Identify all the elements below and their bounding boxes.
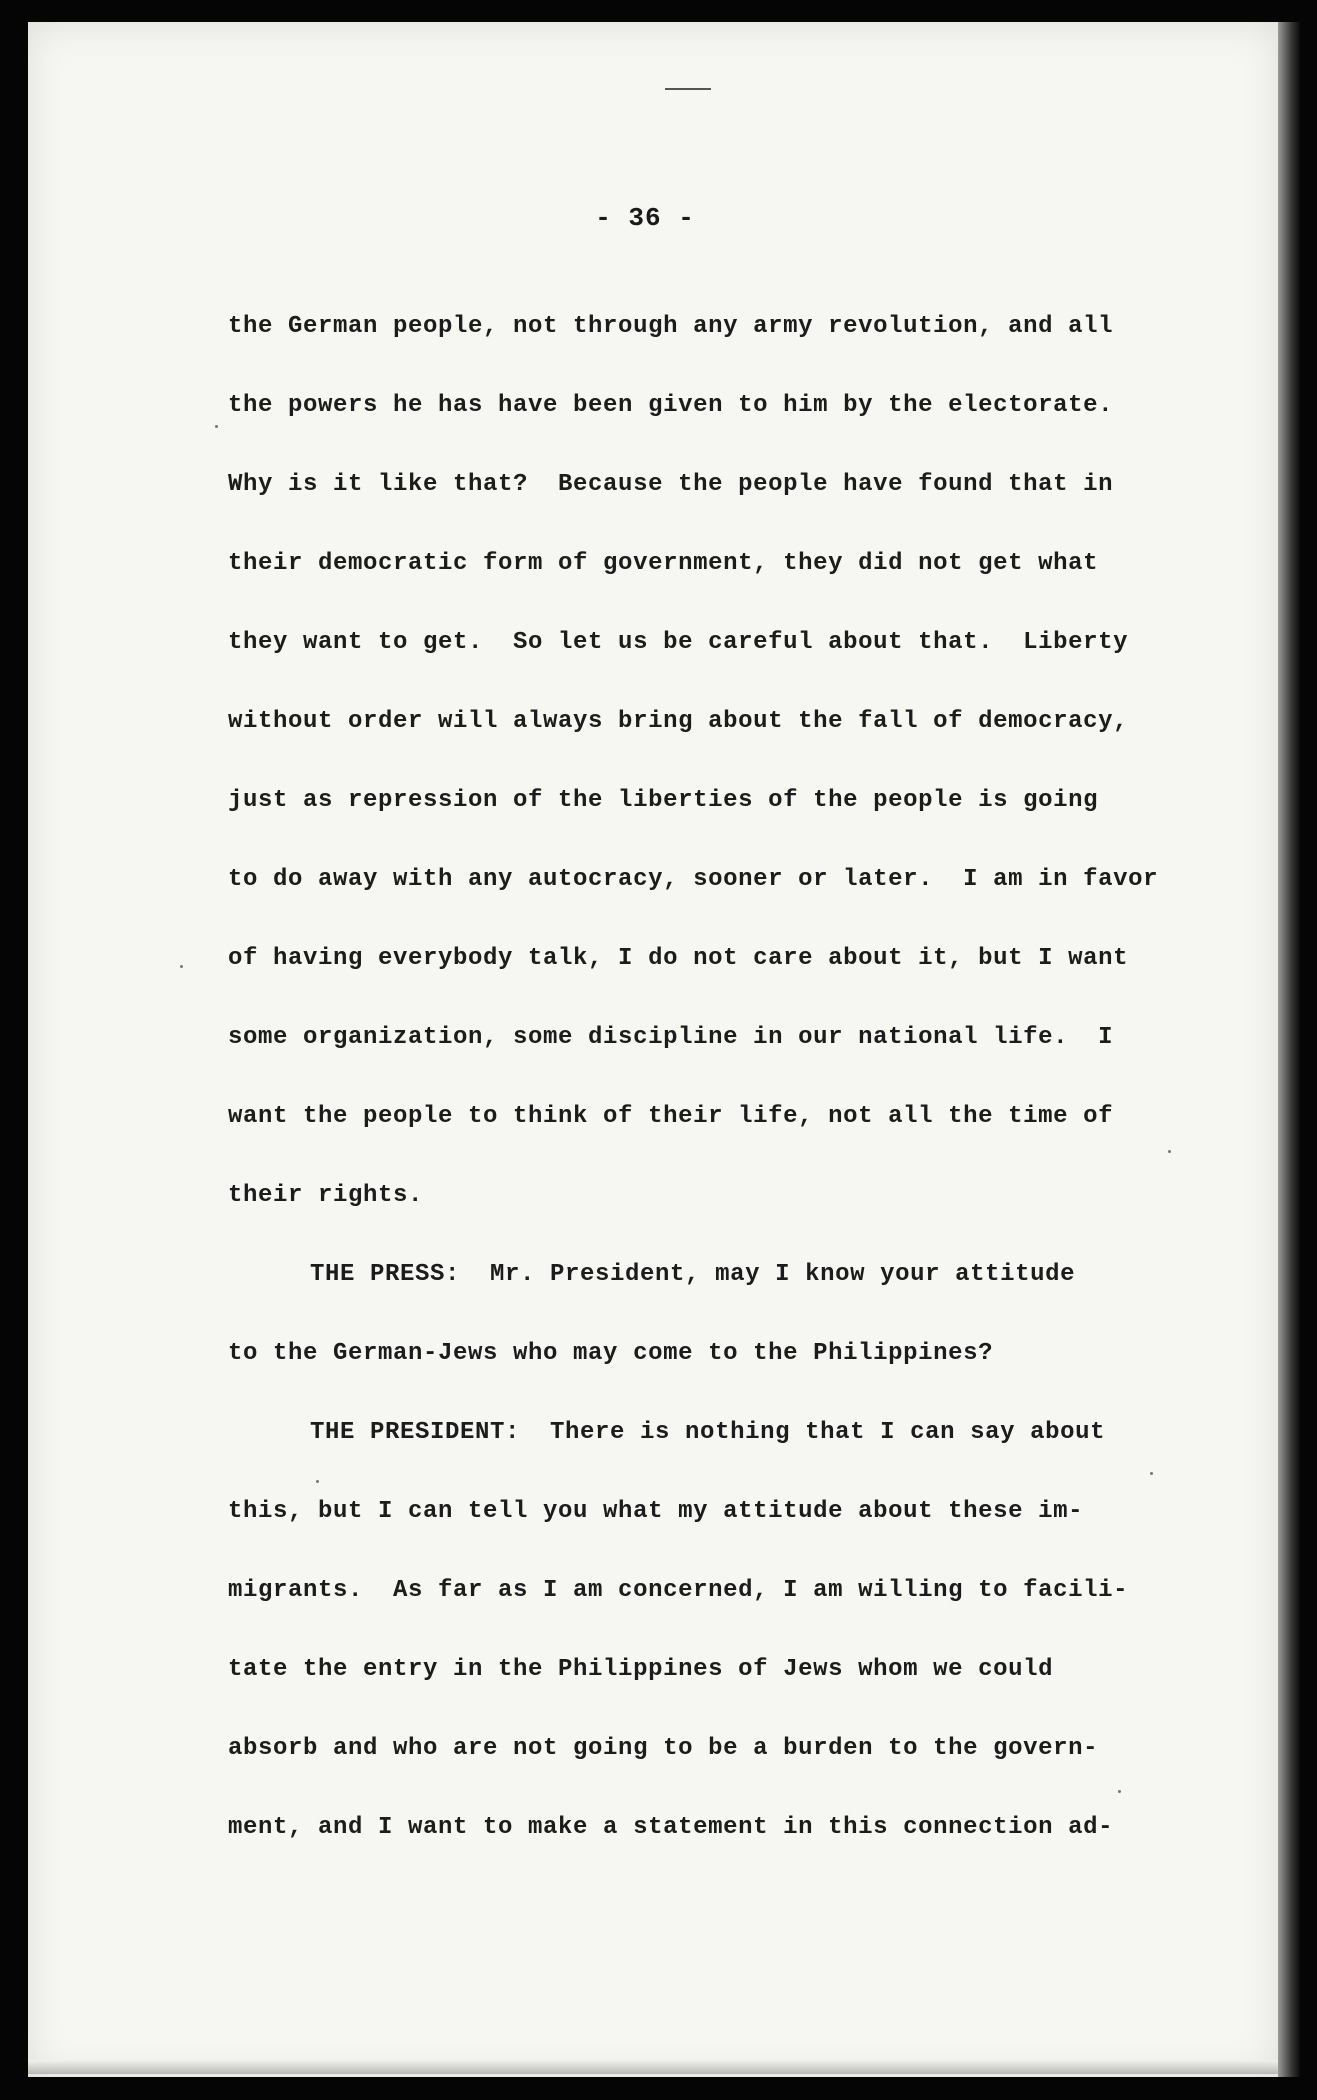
text-line-president-answer: THE PRESIDENT: There is nothing that I can say about: [310, 1419, 1106, 1446]
page-number: - 36 -: [595, 203, 695, 233]
text-line: they want to get. So let us be careful about that. Liberty: [228, 629, 1129, 656]
text-line: some organization, some discipline in our national life. I: [228, 1024, 1114, 1051]
text-line: Why is it like that? Because the people have found that in: [228, 471, 1114, 498]
text-line: without order will always bring about the fall of democracy,: [228, 708, 1129, 735]
text-line: to do away with any autocracy, sooner or later. I am in favor: [228, 866, 1159, 893]
text-line: of having everybody talk, I do not care about it, but I want: [228, 945, 1129, 972]
text-line: just as repression of the liberties of the people is going: [228, 787, 1099, 814]
text-line: to the German-Jews who may come to the Philippines?: [228, 1340, 994, 1367]
text-line: the powers he has have been given to him by the electorate.: [228, 392, 1114, 419]
text-line: want the people to think of their life, not all the time of: [228, 1103, 1114, 1130]
text-line: migrants. As far as I am concerned, I am willing to facili-: [228, 1577, 1129, 1604]
text-line: their democratic form of government, they did not get what: [228, 550, 1099, 577]
text-line: tate the entry in the Philippines of Jews whom we could: [228, 1656, 1054, 1683]
text-line: this, but I can tell you what my attitude about these im-: [228, 1498, 1084, 1525]
text-line: their rights.: [228, 1182, 424, 1209]
text-line: ment, and I want to make a statement in this connection ad-: [228, 1814, 1114, 1841]
header-rule: [665, 88, 711, 90]
scan-speck: [1168, 1150, 1171, 1153]
text-line: absorb and who are not going to be a burden to the govern-: [228, 1735, 1099, 1762]
scan-speck: [316, 1480, 319, 1483]
page-edge-shadow: [1278, 22, 1300, 2077]
text-line-press-question: THE PRESS: Mr. President, may I know your attitude: [310, 1261, 1076, 1288]
scan-speck: [1150, 1472, 1153, 1475]
scan-speck: [180, 965, 183, 968]
scan-speck: [1118, 1790, 1121, 1793]
text-line: the German people, not through any army revolution, and all: [228, 313, 1114, 340]
scan-speck: [215, 425, 218, 428]
page-bottom-edge: [28, 2060, 1278, 2074]
